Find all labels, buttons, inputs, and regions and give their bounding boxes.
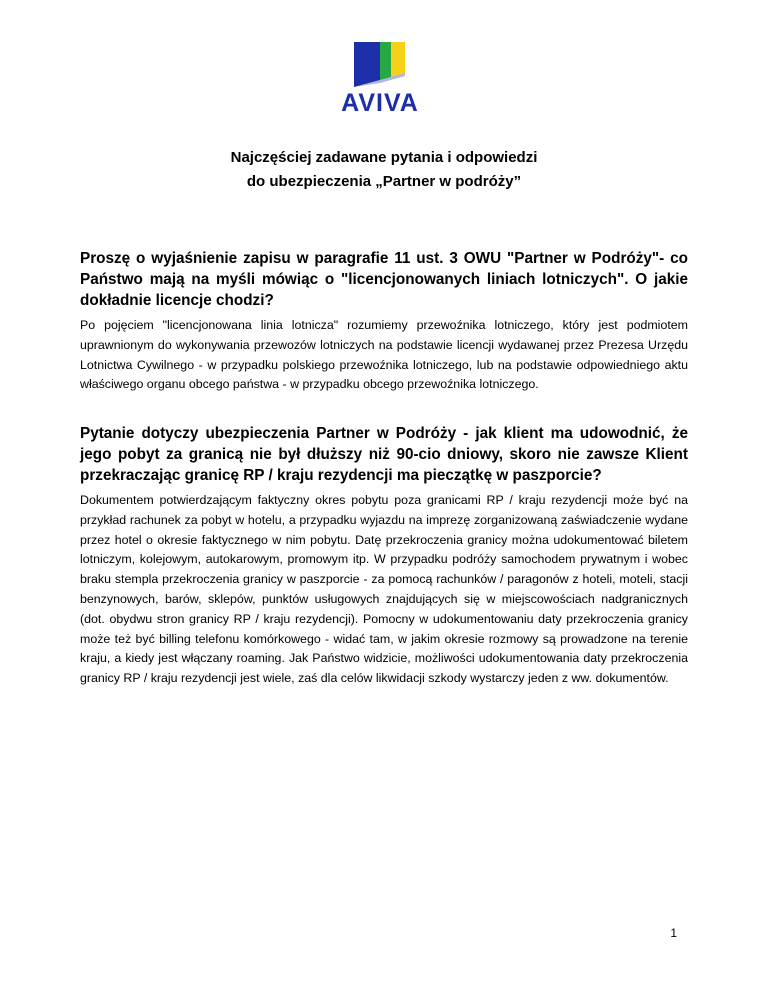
faq-question-1: Proszę o wyjaśnienie zapisu w paragrafie 11 ust. 3 OWU "Partner w Podróży"- co Państwo mają na myśli mówiąc o "licencjonowanych liniach lotniczych". O jakie dokładnie licencje chodzi?: [80, 250, 688, 309]
page-number: 1: [670, 926, 677, 940]
aviva-logo-text: AVIVA: [341, 89, 419, 117]
document-title-line-1: Najczęściej zadawane pytania i odpowiedzi: [230, 149, 538, 166]
faq-answer-1: Po pojęciem "licencjonowana linia lotnicza" rozumiemy przewoźnika lotniczego, który jest podmiotem uprawnionym do wykonywania przewozów lotniczych na podstawie licencji wydawanej przez Prezesa Urzędu Lotnictwa Cywilnego - w przypadku polskiego przewoźnika lotniczego, lub na podstawie odpowiedniego aktu właściwego organu obcego państwa - w przypadku obcego przewoźnika lotniczego.: [80, 318, 688, 392]
faq-answer-2: Dokumentem potwierdzającym faktyczny okres pobytu poza granicami RP / kraju rezydencji może być na przykład rachunek za pobyt w hotelu, a przypadku wyjazdu na imprezę zorganizowaną zaświadczenie wydane przez hotel o okresie faktycznego w nim pobytu. Datę przekroczenia granicy można udokumentować biletem lotniczym, kolejowym, autokarowym, promowym itp. W przypadku podróży samochodem prywatnym i wobec braku stempla przekroczenia granicy w paszporcie - za pomocą rachunków / paragonów z hoteli, moteli, stacji benzynowych, barów, sklepów, punktów usługowych znajdujących się w miejscowościach nadgranicznych (dot. obydwu stron granicy RP / kraju rezydencji). Pomocny w udokumentowaniu daty przekroczenia granicy może też być billing telefonu komórkowego - widać tam, w jakim okresie rozmowy są prowadzone na terenie kraju, a kiedy jest włączany roaming. Jak Państwo widzicie, możliwości udokumentowania daty przekroczenia granicy RP / kraju rezydencji jest wiele, zaś dla celów likwidacji szkody wystarczy jeden z ww. dokumentów.: [80, 493, 688, 686]
aviva-logo-mark: [354, 42, 405, 87]
document-title-line-2: do ubezpieczenia „Partner w podróży”: [246, 173, 522, 190]
faq-question-2: Pytanie dotyczy ubezpieczenia Partner w Podróży - jak klient ma udowodnić, że jego pobyt za granicą nie był dłuższy niż 90-cio dniowy, skoro nie zawsze Klient przekraczając granicę RP / kraju rezydencji ma pieczątkę w paszporcie?: [80, 425, 688, 484]
aviva-logo: [325, 42, 435, 117]
